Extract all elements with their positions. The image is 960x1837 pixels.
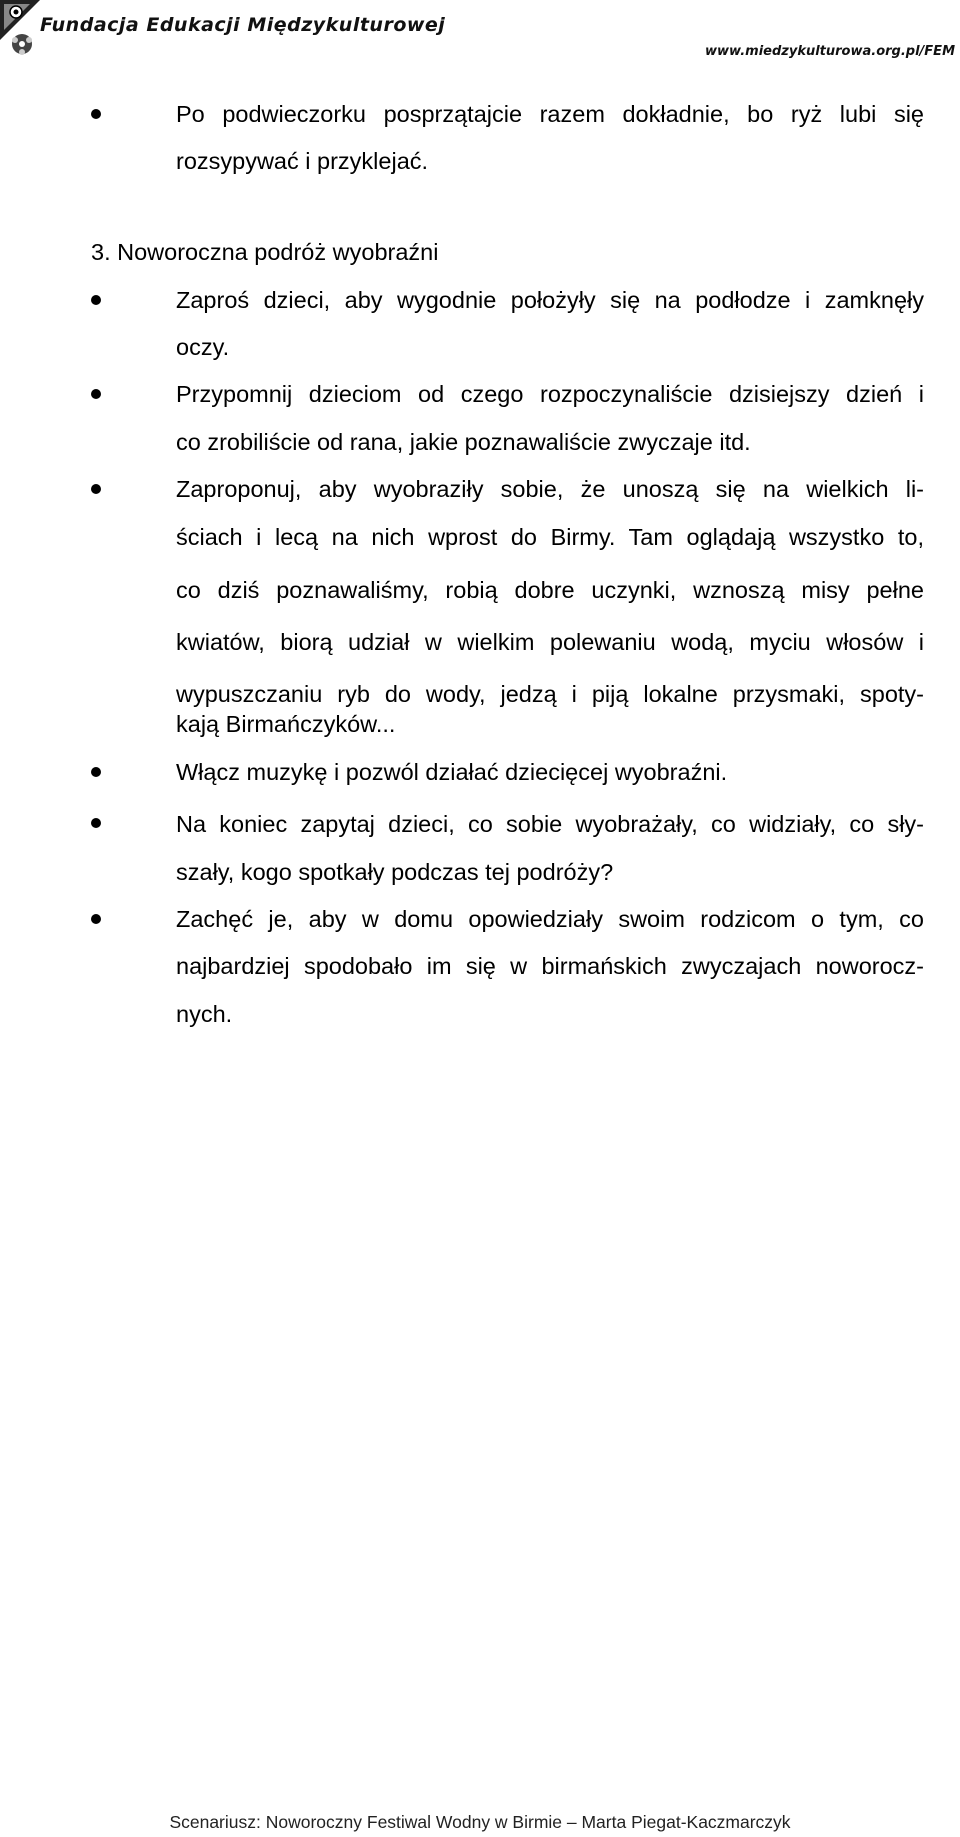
paragraph-line: co zrobiliście od rana, jakie poznawaliście zwyczaje itd. xyxy=(176,429,751,455)
paragraph-line: Zaproponuj, aby wyobraziły sobie, że unoszą się na wielkich li- xyxy=(176,476,924,502)
bullet-point xyxy=(91,109,101,119)
paragraph-line: wypuszczaniu ryb do wody, jedzą i piją lokalne przysmaki, spoty- xyxy=(176,681,924,707)
bullet-point xyxy=(91,295,101,305)
paragraph-line: nych. xyxy=(176,1001,233,1027)
paragraph-line: rozsypywać i przyklejać. xyxy=(176,148,429,174)
organization-name: Fundacja Edukacji Międzykulturowej xyxy=(40,14,446,36)
paragraph-line: Włącz muzykę i pozwól działać dziecięcej wyobraźni. xyxy=(176,759,728,785)
paragraph-line: Na koniec zapytaj dzieci, co sobie wyobrażały, co widziały, co sły- xyxy=(176,811,924,837)
paragraph-line: Zachęć je, aby w domu opowiedziały swoim rodzicom o tym, co xyxy=(176,906,924,932)
paragraph-line: Po podwieczorku posprzątajcie razem dokładnie, bo ryż lubi się xyxy=(176,101,924,127)
paragraph-line: najbardziej spodobało im się w birmańskich zwyczajach noworocz- xyxy=(176,953,924,979)
paragraph-line: kwiatów, biorą udział w wielkim polewaniu wodą, myciu włosów i xyxy=(176,629,924,655)
page-header xyxy=(0,0,960,62)
paragraph-line: Zaproś dzieci, aby wygodnie położyły się na podłodze i zamknęły xyxy=(176,287,924,313)
page-footer: Scenariusz: Noworoczny Festiwal Wodny w Birmie – Marta Piegat-Kaczmarczyk xyxy=(169,1812,791,1832)
paragraph-line: oczy. xyxy=(176,334,230,360)
bullet-point xyxy=(91,767,101,777)
paragraph-line: ściach i lecą na nich wprost do Birmy. Tam oglądają wszystko to, xyxy=(176,524,924,550)
bullet-point xyxy=(91,818,101,828)
section-heading: 3. Noworoczna podróż wyobraźni xyxy=(91,239,439,265)
paragraph-line: Przypomnij dzieciom od czego rozpoczynaliście dzisiejszy dzień i xyxy=(176,381,924,407)
organization-url: www.miedzykulturowa.org.pl/FEM xyxy=(705,44,955,59)
paragraph-line: co dziś poznawaliśmy, robią dobre uczynki, wznoszą misy pełne xyxy=(176,577,924,603)
paragraph-line: szały, kogo spotkały podczas tej podróży? xyxy=(176,859,614,885)
bullet-point xyxy=(91,389,101,399)
paragraph-line: kają Birmańczyków... xyxy=(176,711,396,737)
bullet-point xyxy=(91,484,101,494)
bullet-point xyxy=(91,914,101,924)
